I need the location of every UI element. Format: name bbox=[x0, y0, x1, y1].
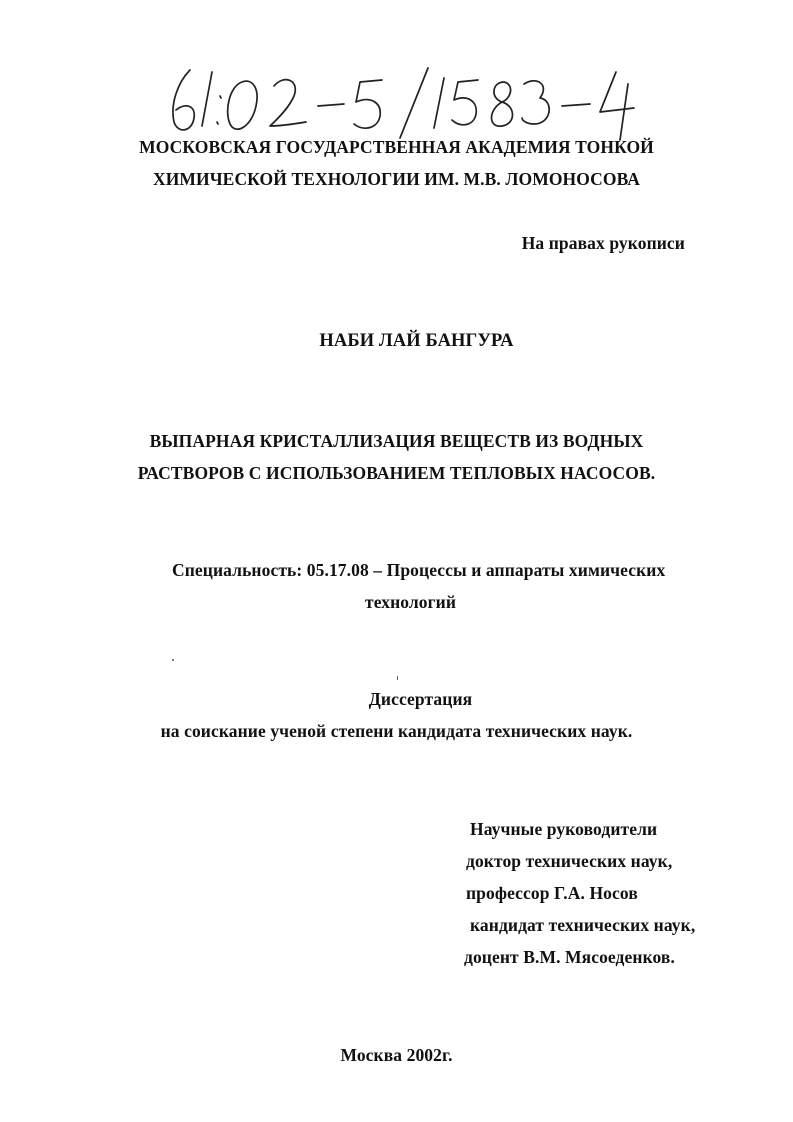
institution-line-1: МОСКОВСКАЯ ГОСУДАРСТВЕННАЯ АКАДЕМИЯ ТОНКОЙ bbox=[139, 137, 654, 157]
dissertation-title-line-2: РАСТВОРОВ С ИСПОЛЬЗОВАНИЕМ ТЕПЛОВЫХ НАСОСОВ. bbox=[137, 463, 656, 483]
author-name: НАБИ ЛАЙ БАНГУРА bbox=[319, 331, 514, 351]
supervisor-1-name: профессор Г.А. Носов bbox=[466, 883, 638, 903]
manuscript-rights-note: На правах рукописи bbox=[521, 233, 685, 253]
city-and-year: Москва 2002г. bbox=[340, 1045, 453, 1065]
scan-speck bbox=[397, 676, 398, 680]
specialty-line-1: Специальность: 05.17.08 – Процессы и аппараты химических bbox=[172, 560, 666, 580]
dissertation-label: Диссертация bbox=[368, 689, 473, 709]
specialty-line-2: технологий bbox=[365, 592, 457, 612]
degree-purpose: на соискание ученой степени кандидата технических наук. bbox=[160, 721, 633, 741]
institution-line-2: ХИМИЧЕСКОЙ ТЕХНОЛОГИИ ИМ. М.В. ЛОМОНОСОВА bbox=[152, 169, 641, 189]
supervisors-heading: Научные руководители bbox=[470, 819, 658, 839]
dissertation-title-line-1: ВЫПАРНАЯ КРИСТАЛЛИЗАЦИЯ ВЕЩЕСТВ ИЗ ВОДНЫХ bbox=[149, 431, 644, 451]
supervisor-1-degree: доктор технических наук, bbox=[466, 851, 673, 871]
handwritten-archive-code bbox=[160, 62, 660, 142]
scan-speck bbox=[172, 659, 174, 661]
supervisor-2-degree: кандидат технических наук, bbox=[470, 915, 696, 935]
supervisor-2-name: доцент В.М. Мясоеденков. bbox=[464, 947, 675, 967]
